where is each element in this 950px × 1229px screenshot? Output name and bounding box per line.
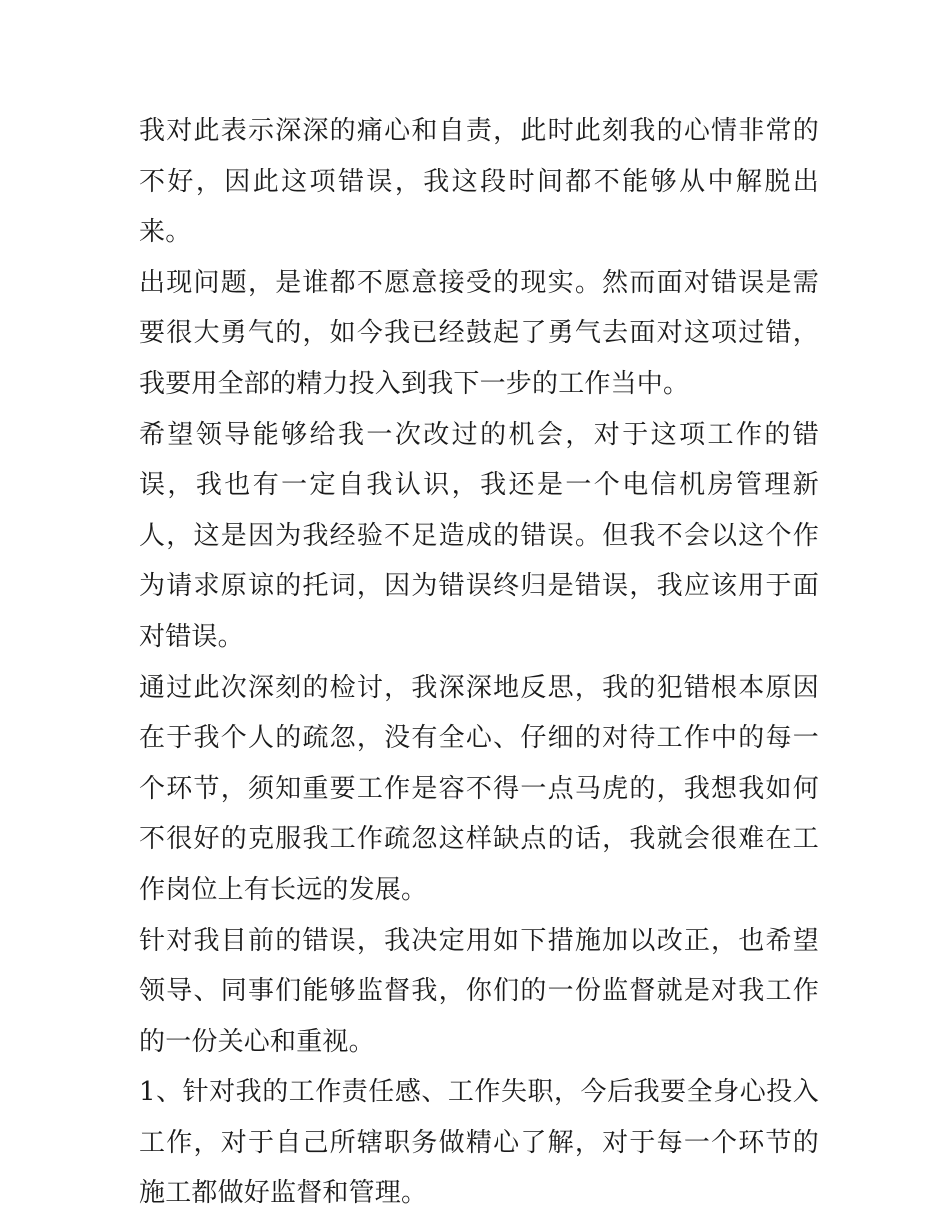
paragraph-5: 针对我目前的错误，我决定用如下措施加以改正，也希望领导、同事们能够监督我，你们的一份监督就是对我工作的一份关心和重视。 [139, 925, 819, 1057]
paragraph-3: 希望领导能够给我一次改过的机会，对于这项工作的错误，我也有一定自我认识，我还是一个电信机房管理新人，这是因为我经验不足造成的错误。但我不会以这个作为请求原谅的托词，因为错误终归是错误，我应该用于面对错误。 [139, 419, 819, 652]
paragraph-6: 1、针对我的工作责任感、工作失职，今后我要全身心投入工作，对于自己所辖职务做精心了解，对于每一个环节的施工都做好监督和管理。 [139, 1077, 819, 1209]
document-body [139, 106, 819, 1219]
paragraph-1: 我对此表示深深的痛心和自责，此时此刻我的心情非常的不好，因此这项错误，我这段时间都不能够从中解脱出来。 [139, 116, 819, 248]
paragraph-2: 出现问题，是谁都不愿意接受的现实。然而面对错误是需要很大勇气的，如今我已经鼓起了勇气去面对这项过错，我要用全部的精力投入到我下一步的工作当中。 [139, 267, 819, 399]
paragraph-4: 通过此次深刻的检讨，我深深地反思，我的犯错根本原因在于我个人的疏忽，没有全心、仔细的对待工作中的每一个环节，须知重要工作是容不得一点马虎的，我想我如何不很好的克服我工作疏忽这样缺点的话，我就会很难在工作岗位上有长远的发展。 [139, 672, 819, 905]
